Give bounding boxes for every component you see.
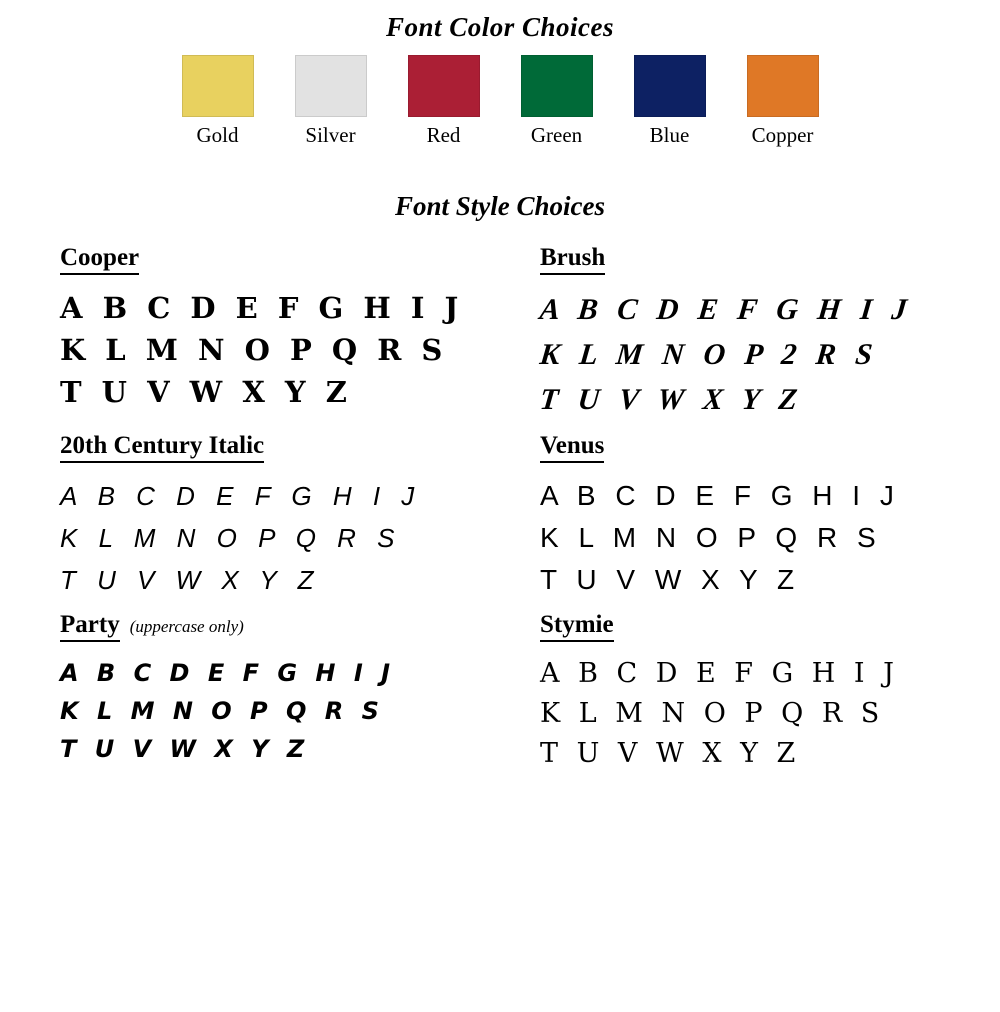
font-style-name: Brush	[540, 244, 605, 275]
alphabet-line: T U V W X Y Z	[60, 735, 310, 763]
font-style-name: 20th Century Italic	[60, 432, 264, 463]
font-style-header	[540, 432, 1000, 463]
alphabet-line: A B C D E F G H I J	[540, 658, 899, 689]
font-style-20th-century-italic[interactable]	[60, 432, 530, 611]
color-swatch-box[interactable]	[521, 55, 593, 117]
alphabet-line: T U V W X Y Z	[60, 565, 321, 595]
color-swatch-row	[0, 55, 1000, 147]
font-style-header	[60, 244, 530, 275]
font-style-section	[0, 191, 1000, 784]
alphabet-line: K L M N O P Q R S	[540, 698, 885, 729]
font-style-alphabet	[540, 654, 1000, 774]
font-style-note: (uppercase only)	[129, 617, 244, 636]
font-style-header	[540, 244, 1000, 275]
font-style-party[interactable]	[60, 611, 530, 784]
font-style-stymie[interactable]	[540, 611, 1000, 784]
font-style-alphabet	[60, 654, 530, 768]
color-swatch-label: Red	[426, 123, 461, 147]
color-swatch-label: Copper	[751, 123, 814, 147]
font-color-section	[0, 12, 1000, 147]
alphabet-line: A B C D E F G H I J	[540, 480, 900, 511]
color-swatch-label: Blue	[649, 123, 690, 147]
font-style-name: Party	[60, 611, 120, 642]
color-swatch-red[interactable]	[404, 55, 484, 147]
alphabet-line: T U V W X Y Z	[60, 375, 352, 409]
alphabet-line: A B C D E F G H I J	[60, 481, 422, 511]
font-style-header	[60, 432, 530, 463]
font-style-brush[interactable]	[540, 244, 1000, 432]
font-style-header	[60, 611, 530, 642]
font-style-grid	[0, 244, 1000, 784]
alphabet-line: A B C D E F G H I J	[60, 659, 396, 687]
color-swatch-silver[interactable]	[291, 55, 371, 147]
alphabet-line: K L M N O P Q R S	[60, 697, 384, 725]
alphabet-line: T U V W X Y Z	[540, 564, 801, 595]
font-style-alphabet	[540, 475, 1000, 601]
font-style-cooper[interactable]	[60, 244, 530, 432]
font-style-name: Stymie	[540, 611, 614, 642]
color-swatch-box[interactable]	[295, 55, 367, 117]
color-swatch-box[interactable]	[747, 55, 819, 117]
font-style-heading: Font Style Choices	[394, 191, 605, 221]
alphabet-line: K L M N O P Q R S	[60, 333, 448, 367]
font-style-alphabet	[60, 287, 530, 413]
alphabet-line: A B C D E F G H I J	[60, 291, 464, 325]
alphabet-line: K L M N O P Q R S	[60, 523, 402, 553]
color-swatch-box[interactable]	[408, 55, 480, 117]
color-swatch-label: Silver	[305, 123, 356, 147]
color-swatch-green[interactable]	[517, 55, 597, 147]
alphabet-line: K L M N O P 2 R S	[538, 338, 880, 371]
font-style-alphabet	[60, 475, 530, 601]
color-swatch-label: Green	[530, 123, 583, 147]
color-swatch-label: Gold	[196, 123, 239, 147]
color-swatch-box[interactable]	[634, 55, 706, 117]
alphabet-line: T U V W X Y Z	[538, 383, 805, 416]
font-style-name: Venus	[540, 432, 604, 463]
color-swatch-copper[interactable]	[743, 55, 823, 147]
font-style-header	[540, 611, 1000, 642]
alphabet-line: K L M N O P Q R S	[540, 522, 882, 553]
alphabet-line: A B C D E F G H I J	[538, 293, 915, 326]
color-swatch-box[interactable]	[182, 55, 254, 117]
font-style-venus[interactable]	[540, 432, 1000, 611]
font-color-heading: Font Color Choices	[385, 12, 615, 42]
alphabet-line: T U V W X Y Z	[540, 738, 801, 769]
font-style-name: Cooper	[60, 244, 139, 275]
font-style-alphabet	[540, 287, 1000, 422]
color-swatch-gold[interactable]	[178, 55, 258, 147]
color-swatch-blue[interactable]	[630, 55, 710, 147]
